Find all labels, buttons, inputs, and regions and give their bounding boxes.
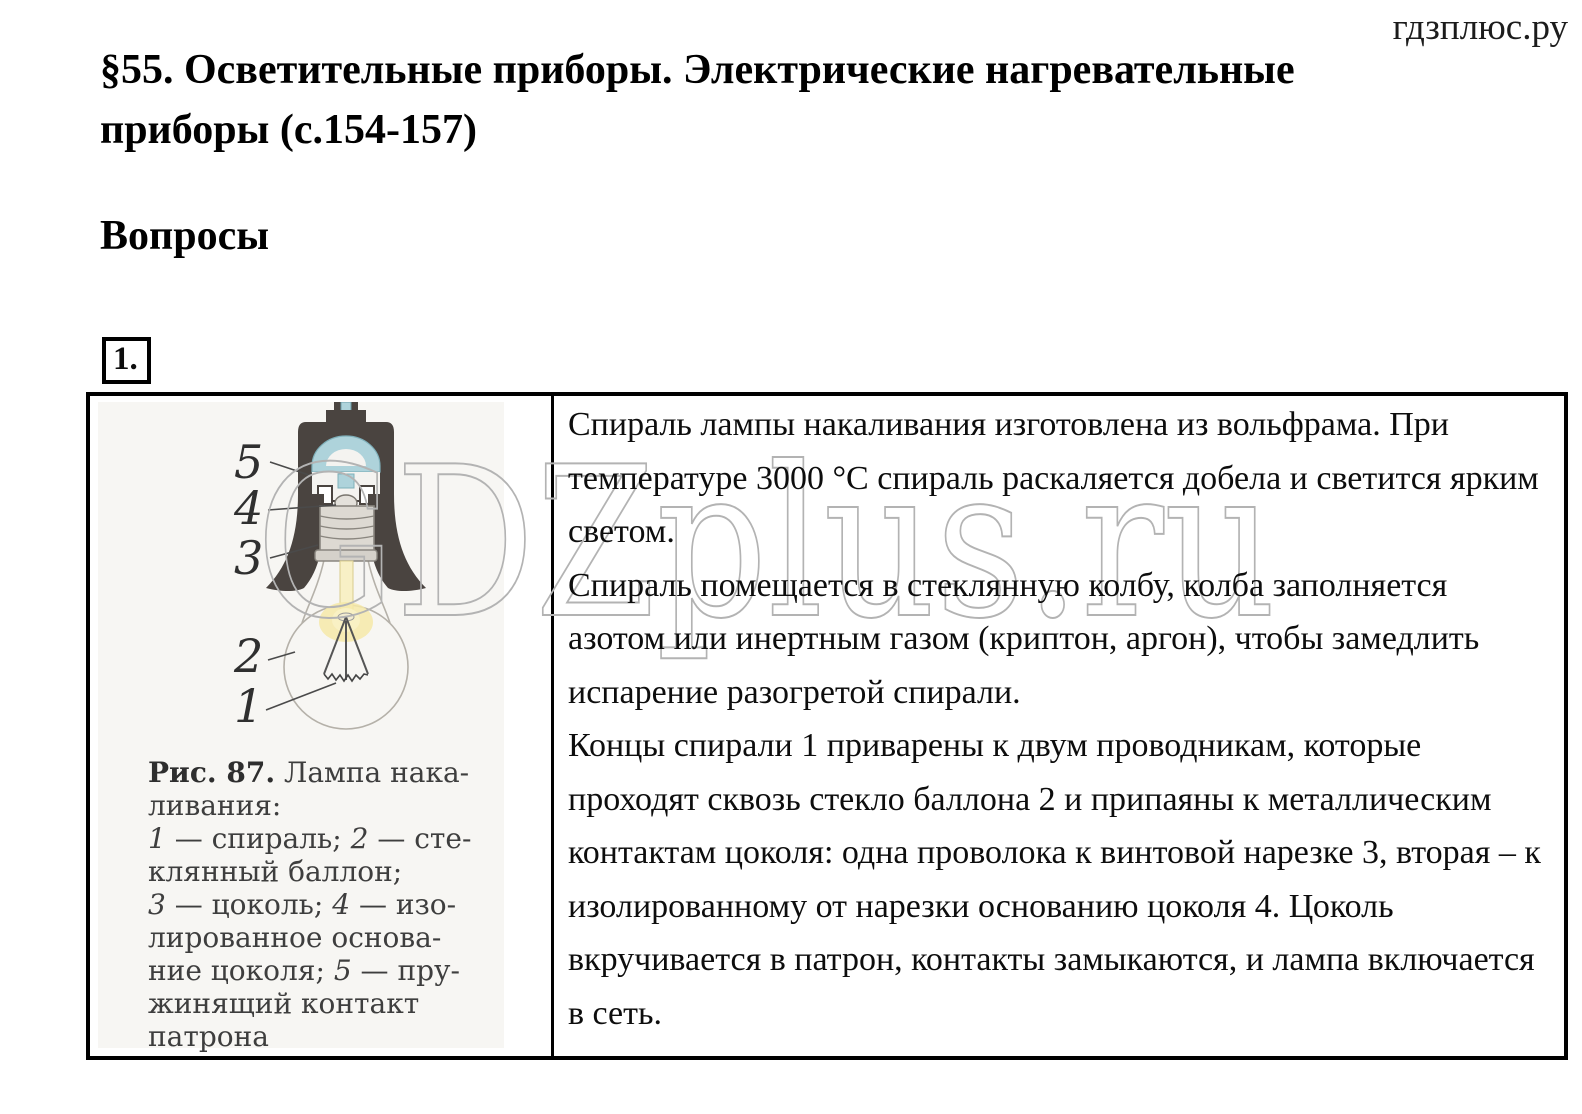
figure-caption-segment: — спираль; <box>165 822 351 855</box>
figure-caption-segment: клянный баллон; <box>148 855 403 888</box>
base-rim <box>315 550 377 561</box>
leader-line-1 <box>266 683 336 710</box>
figure-panel <box>98 402 504 1053</box>
figure-label-3: 3 <box>234 531 264 585</box>
figure-caption-line <box>148 888 504 921</box>
figure-caption-segment: — изо- <box>350 888 457 921</box>
figure-caption-segment: лированное основа- <box>148 921 442 954</box>
figure-caption-segment: патрона <box>148 1020 269 1053</box>
site-logo-text: гдзплюс.ру <box>1392 7 1568 48</box>
figure-label-4: 4 <box>234 481 264 535</box>
figure-caption-line <box>148 855 504 888</box>
answer-table <box>86 392 1568 1060</box>
lamp-diagram <box>98 402 504 737</box>
page-title: §55. Осветительные приборы. Электрические нагревательные приборы (с.154-157) <box>100 47 1295 153</box>
figure-caption-segment: 4 <box>332 888 351 921</box>
answer-paragraph: Концы спирали 1 приварены к двум проводникам, которые проходят сквозь стекло баллона 2 и припаяны к металлическим контактам цоколя: одна проволока к винтовой нарезке 3, вторая – к изолированному от нарезки основанию цоколя 4. Цоколь вкручивается в патрон, контакты замыкаются, и лампа включается в сеть. <box>568 727 1541 1032</box>
answer-text <box>568 398 1548 1040</box>
figure-caption-segment: 5 <box>333 954 352 987</box>
figure-caption-segment: 1 <box>148 822 166 855</box>
socket-skirt-right <box>368 494 426 591</box>
figure-caption-segment: — сте- <box>368 822 472 855</box>
figure-caption-segment: 3 <box>148 888 166 921</box>
figure-caption-line <box>148 822 504 855</box>
figure-caption-segment: Рис. 87. <box>148 756 276 789</box>
figure-cell <box>90 396 554 1056</box>
figure-caption-line <box>148 756 504 789</box>
figure-caption-line <box>148 1020 504 1053</box>
answer-cell <box>554 396 1564 1056</box>
center-contact <box>338 474 354 488</box>
figure-caption-segment: жинящий контакт <box>148 987 420 1020</box>
figure-caption-line <box>148 789 504 822</box>
figure-caption-line <box>148 954 504 987</box>
figure-caption-segment: ние цоколя; <box>148 954 334 987</box>
answer-paragraph: Спираль помещается в стеклянную колбу, колба заполняется азотом или инертным газом (криптон, аргон), чтобы замедлить испарение разогретой спирали. <box>568 566 1480 711</box>
figure-caption-line <box>148 987 504 1020</box>
question-number-box: 1. <box>102 337 151 384</box>
figure-caption-segment: — пру- <box>351 954 460 987</box>
figure-caption-line <box>148 921 504 954</box>
figure-caption-segment: — цоколь; <box>165 888 333 921</box>
figure-caption <box>98 742 504 1053</box>
answer-paragraph: Спираль лампы накаливания изготовлена из вольфрама. При температуре 3000 °С спираль раскаляется добела и светится ярким светом. <box>568 406 1539 550</box>
figure-label-5: 5 <box>234 435 264 489</box>
figure-caption-segment: Лампа нака- <box>275 756 470 789</box>
figure-caption-segment: 2 <box>350 822 369 855</box>
leader-line-2 <box>268 652 295 660</box>
figure-caption-segment: ливания: <box>148 789 282 822</box>
figure-label-2: 2 <box>234 629 264 683</box>
watermark-text: GDZplus.ru <box>256 423 1276 665</box>
section-heading: Вопросы <box>100 213 270 259</box>
figure-label-1: 1 <box>234 679 264 733</box>
